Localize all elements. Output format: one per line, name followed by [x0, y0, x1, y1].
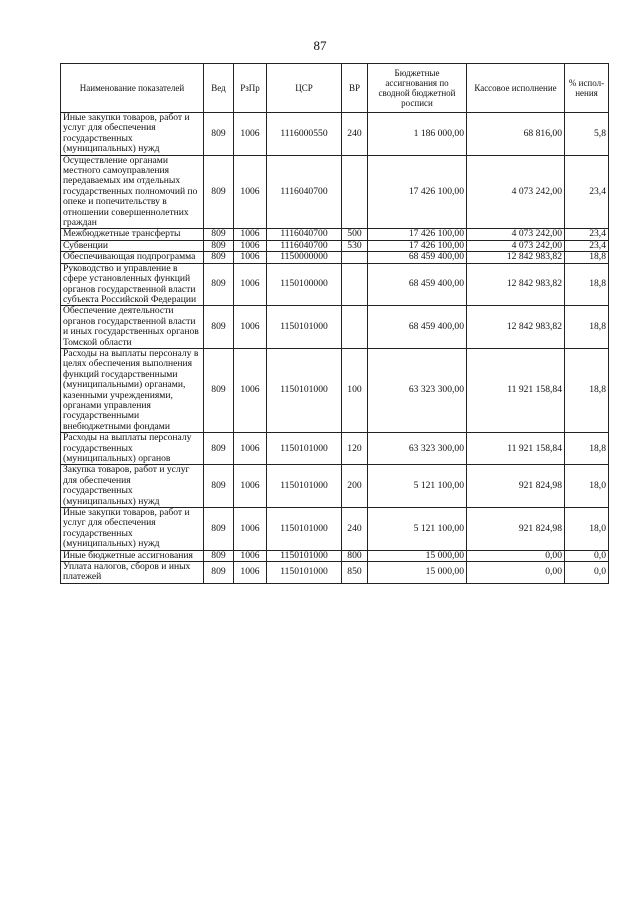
cell-budget: 63 323 300,00	[368, 433, 467, 465]
cell-name: Уплата налогов, сборов и иных платежей	[61, 562, 204, 584]
cell-budget: 15 000,00	[368, 550, 467, 561]
cell-ved: 809	[204, 252, 234, 263]
cell-budget: 1 186 000,00	[368, 113, 467, 156]
cell-name: Расходы на выплаты персоналу государственных (муниципальных) органов	[61, 433, 204, 465]
cell-cash: 4 073 242,00	[467, 229, 565, 240]
cell-ved: 809	[204, 155, 234, 229]
cell-cash: 4 073 242,00	[467, 240, 565, 251]
cell-name: Иные закупки товаров, работ и услуг для обеспечения государственных (муниципальных) нужд	[61, 113, 204, 156]
cell-budget: 68 459 400,00	[368, 306, 467, 349]
cell-pct: 18,8	[565, 306, 609, 349]
cell-pct: 18,8	[565, 252, 609, 263]
table-row	[61, 155, 609, 229]
cell-ved: 809	[204, 348, 234, 432]
cell-rzpr: 1006	[234, 465, 267, 508]
cell-pct: 18,8	[565, 433, 609, 465]
cell-name: Обеспечивающая подпрограмма	[61, 252, 204, 263]
table-row	[61, 433, 609, 465]
cell-csr: 1116040700	[267, 240, 342, 251]
table-row	[61, 263, 609, 306]
cell-csr: 1150101000	[267, 433, 342, 465]
table-row	[61, 240, 609, 251]
page-number: 87	[313, 38, 327, 53]
cell-pct: 23,4	[565, 229, 609, 240]
cell-pct: 18,8	[565, 263, 609, 306]
cell-cash: 4 073 242,00	[467, 155, 565, 229]
cell-csr: 1116000550	[267, 113, 342, 156]
cell-ved: 809	[204, 113, 234, 156]
cell-csr: 1150101000	[267, 306, 342, 349]
cell-csr: 1150101000	[267, 348, 342, 432]
table-row	[61, 550, 609, 561]
cell-name: Иные бюджетные ассигнования	[61, 550, 204, 561]
cell-pct: 23,4	[565, 155, 609, 229]
cell-name: Межбюджетные трансферты	[61, 229, 204, 240]
table-row	[61, 562, 609, 584]
cell-budget: 17 426 100,00	[368, 240, 467, 251]
cell-ved: 809	[204, 240, 234, 251]
table-body	[61, 113, 609, 584]
cell-cash: 921 824,98	[467, 508, 565, 551]
cell-pct: 0,0	[565, 562, 609, 584]
cell-pct: 18,0	[565, 465, 609, 508]
cell-rzpr: 1006	[234, 306, 267, 349]
cell-cash: 921 824,98	[467, 465, 565, 508]
cell-cash: 0,00	[467, 562, 565, 584]
table-row	[61, 348, 609, 432]
cell-ved: 809	[204, 550, 234, 561]
cell-vr: 530	[342, 240, 368, 251]
cell-budget: 68 459 400,00	[368, 252, 467, 263]
cell-rzpr: 1006	[234, 433, 267, 465]
cell-csr: 1150101000	[267, 562, 342, 584]
cell-pct: 18,0	[565, 508, 609, 551]
header-name: Наименование показателей	[61, 64, 204, 113]
cell-pct: 18,8	[565, 348, 609, 432]
cell-rzpr: 1006	[234, 155, 267, 229]
header-csr: ЦСР	[267, 64, 342, 113]
cell-pct: 0,0	[565, 550, 609, 561]
table-row	[61, 252, 609, 263]
cell-csr: 1150101000	[267, 550, 342, 561]
cell-csr: 1150101000	[267, 465, 342, 508]
cell-name: Иные закупки товаров, работ и услуг для обеспечения государственных (муниципальных) нужд	[61, 508, 204, 551]
cell-vr: 200	[342, 465, 368, 508]
cell-vr	[342, 306, 368, 349]
header-pct: % испол-нения	[565, 64, 609, 113]
cell-budget: 17 426 100,00	[368, 155, 467, 229]
table-row	[61, 306, 609, 349]
cell-rzpr: 1006	[234, 240, 267, 251]
cell-vr	[342, 252, 368, 263]
cell-rzpr: 1006	[234, 348, 267, 432]
cell-budget: 15 000,00	[368, 562, 467, 584]
header-ved: Вед	[204, 64, 234, 113]
cell-cash: 11 921 158,84	[467, 433, 565, 465]
budget-execution-table	[60, 63, 609, 584]
header-vr: ВР	[342, 64, 368, 113]
cell-ved: 809	[204, 465, 234, 508]
cell-rzpr: 1006	[234, 562, 267, 584]
cell-budget: 17 426 100,00	[368, 229, 467, 240]
table-row	[61, 508, 609, 551]
cell-vr	[342, 263, 368, 306]
cell-rzpr: 1006	[234, 252, 267, 263]
cell-vr: 120	[342, 433, 368, 465]
cell-pct: 23,4	[565, 240, 609, 251]
cell-vr: 100	[342, 348, 368, 432]
cell-csr: 1150000000	[267, 252, 342, 263]
cell-rzpr: 1006	[234, 113, 267, 156]
cell-ved: 809	[204, 433, 234, 465]
cell-budget: 5 121 100,00	[368, 508, 467, 551]
cell-budget: 5 121 100,00	[368, 465, 467, 508]
cell-budget: 63 323 300,00	[368, 348, 467, 432]
cell-name: Обеспечение деятельности органов государственной власти и иных государственных органов Томской области	[61, 306, 204, 349]
table-row	[61, 113, 609, 156]
cell-cash: 0,00	[467, 550, 565, 561]
cell-rzpr: 1006	[234, 263, 267, 306]
cell-vr: 240	[342, 113, 368, 156]
cell-csr: 1150100000	[267, 263, 342, 306]
cell-ved: 809	[204, 508, 234, 551]
header-rzpr: РзПр	[234, 64, 267, 113]
cell-ved: 809	[204, 263, 234, 306]
cell-ved: 809	[204, 562, 234, 584]
cell-vr: 500	[342, 229, 368, 240]
cell-name: Расходы на выплаты персоналу в целях обеспечения выполнения функций государственными (муниципальными) органами, казенными учреждениями, органами управления государственными внебюджетными фондами	[61, 348, 204, 432]
cell-vr	[342, 155, 368, 229]
cell-pct: 5,8	[565, 113, 609, 156]
cell-cash: 12 842 983,82	[467, 252, 565, 263]
cell-rzpr: 1006	[234, 229, 267, 240]
cell-name: Субвенции	[61, 240, 204, 251]
cell-budget: 68 459 400,00	[368, 263, 467, 306]
cell-vr: 850	[342, 562, 368, 584]
cell-rzpr: 1006	[234, 508, 267, 551]
cell-name: Руководство и управление в сфере установленных функций органов государственной власти субъекта Российской Федерации	[61, 263, 204, 306]
cell-cash: 12 842 983,82	[467, 306, 565, 349]
cell-rzpr: 1006	[234, 550, 267, 561]
cell-ved: 809	[204, 229, 234, 240]
header-cash: Кассовое исполнение	[467, 64, 565, 113]
header-budget: Бюджетные ассигнования по сводной бюджетной росписи	[368, 64, 467, 113]
cell-csr: 1116040700	[267, 229, 342, 240]
table-row	[61, 229, 609, 240]
cell-csr: 1150101000	[267, 508, 342, 551]
cell-vr: 240	[342, 508, 368, 551]
cell-cash: 68 816,00	[467, 113, 565, 156]
cell-cash: 12 842 983,82	[467, 263, 565, 306]
cell-name: Закупка товаров, работ и услуг для обеспечения государственных (муниципальных) нужд	[61, 465, 204, 508]
table-header-row	[61, 64, 609, 113]
table-row	[61, 465, 609, 508]
cell-cash: 11 921 158,84	[467, 348, 565, 432]
cell-vr: 800	[342, 550, 368, 561]
cell-ved: 809	[204, 306, 234, 349]
cell-csr: 1116040700	[267, 155, 342, 229]
cell-name: Осуществление органами местного самоуправления передаваемых им отдельных государственных полномочий по опеке и попечительству в отношении совершеннолетних граждан	[61, 155, 204, 229]
